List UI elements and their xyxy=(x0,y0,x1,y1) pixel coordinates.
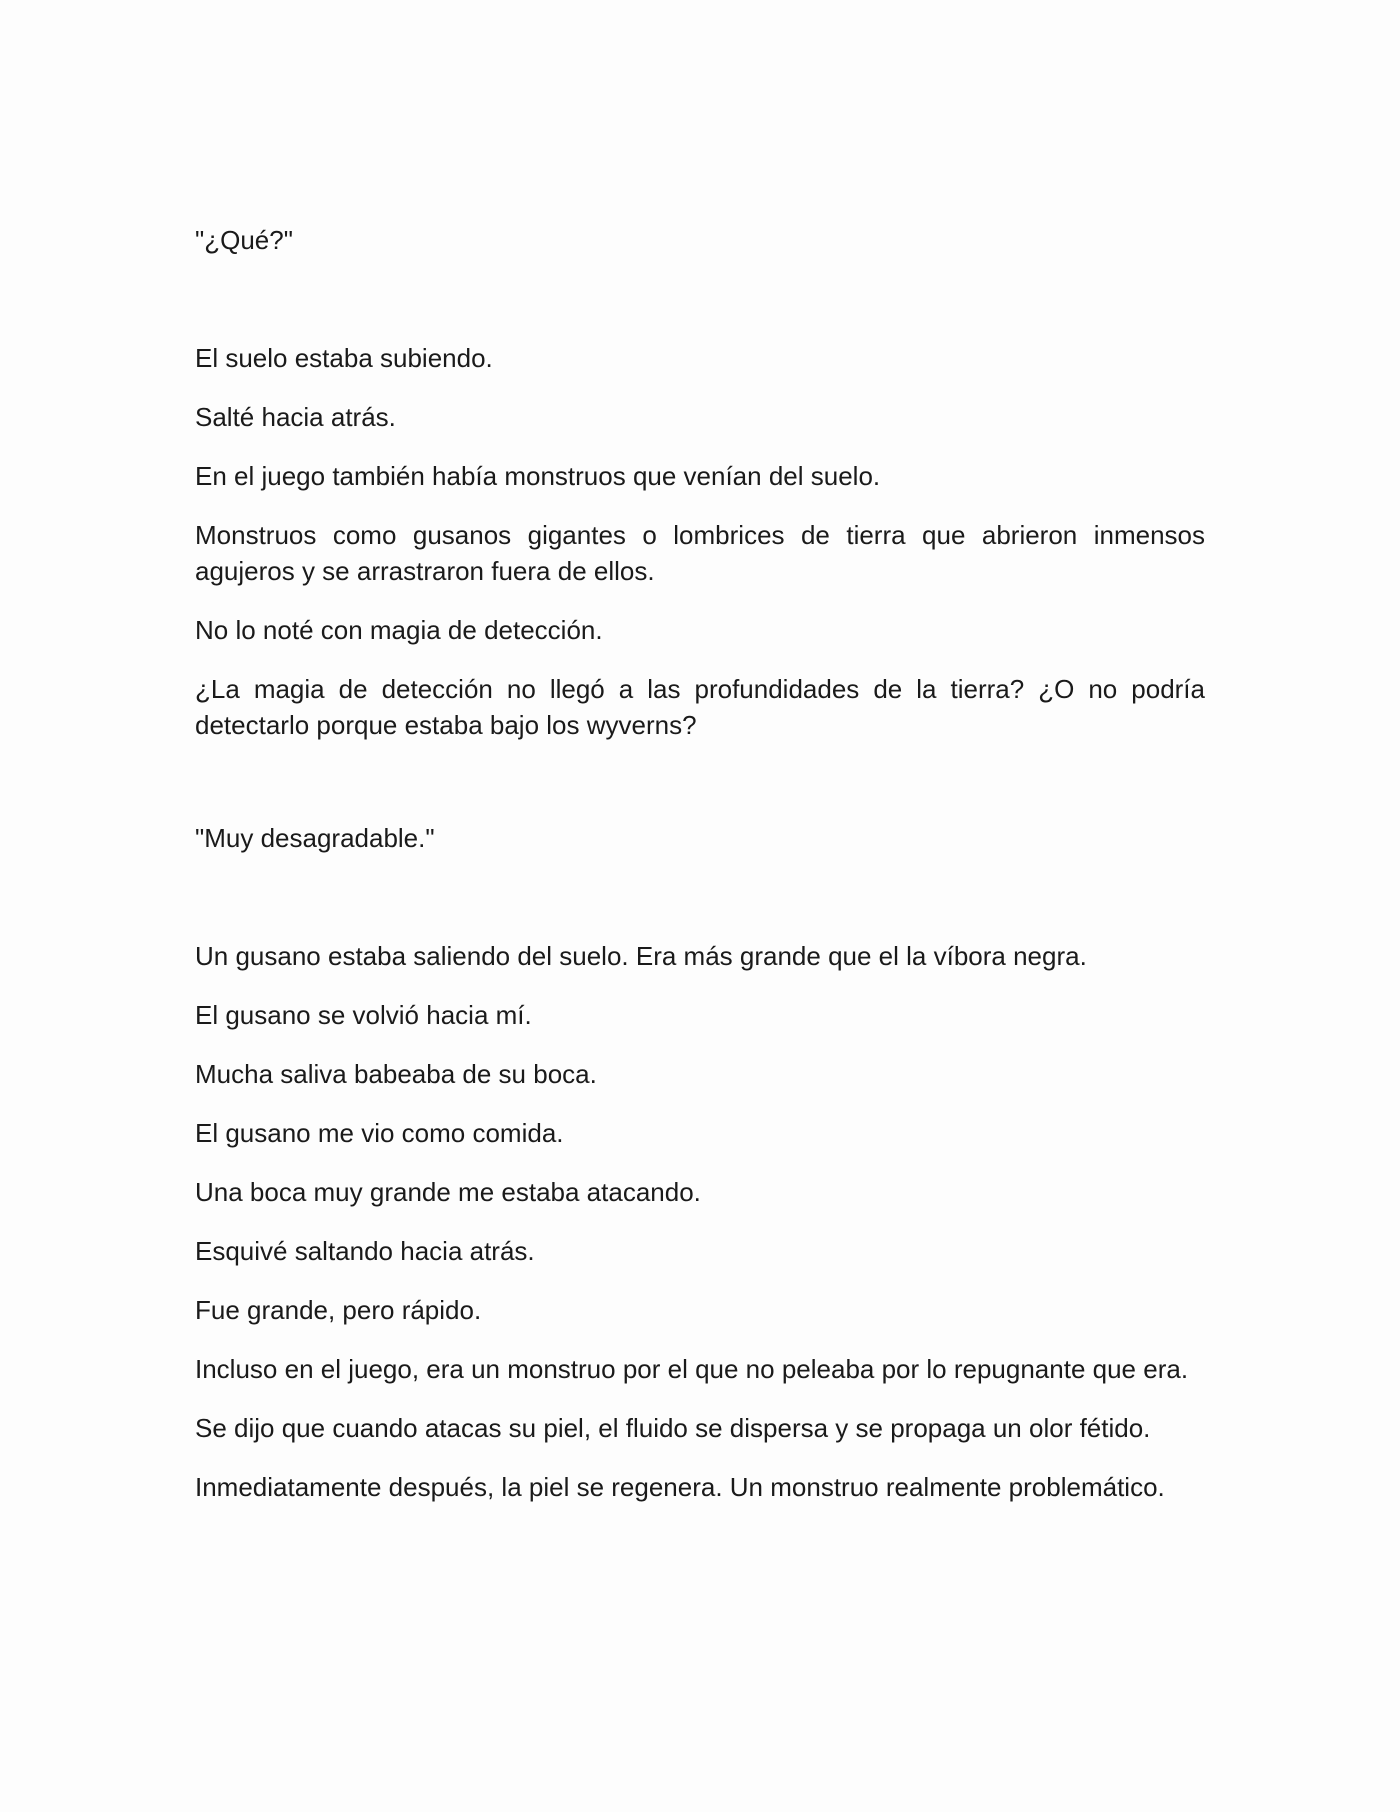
section-spacer xyxy=(195,856,1205,938)
paragraph: Mucha saliva babeaba de su boca. xyxy=(195,1059,597,1089)
dialogue-line: "¿Qué?" xyxy=(195,225,293,255)
paragraph: El gusano me vio como comida. xyxy=(195,1118,564,1148)
dialogue-line: "Muy desagradable." xyxy=(195,823,435,853)
paragraph: No lo noté con magia de detección. xyxy=(195,615,603,645)
paragraph: Salté hacia atrás. xyxy=(195,402,396,432)
paragraph: Un gusano estaba saliendo del suelo. Era más grande que el la víbora negra. xyxy=(195,941,1087,971)
paragraph: El suelo estaba subiendo. xyxy=(195,343,493,373)
paragraph: Monstruos como gusanos gigantes o lombrices de tierra que abrieron inmensos agujeros y se arrastraron fuera de ellos. xyxy=(195,520,1205,586)
paragraph: Inmediatamente después, la piel se regenera. Un monstruo realmente problemático. xyxy=(195,1472,1165,1502)
paragraph: Incluso en el juego, era un monstruo por el que no peleaba por lo repugnante que era. xyxy=(195,1354,1189,1384)
section-spacer xyxy=(195,766,1205,820)
paragraph: Esquivé saltando hacia atrás. xyxy=(195,1236,535,1266)
paragraph: Fue grande, pero rápido. xyxy=(195,1295,482,1325)
paragraph: Se dijo que cuando atacas su piel, el fluido se dispersa y se propaga un olor fétido. xyxy=(195,1413,1151,1443)
paragraph: Una boca muy grande me estaba atacando. xyxy=(195,1177,701,1207)
section-spacer xyxy=(195,258,1205,340)
paragraph: En el juego también había monstruos que venían del suelo. xyxy=(195,461,881,491)
paragraph: El gusano se volvió hacia mí. xyxy=(195,1000,532,1030)
document-page xyxy=(195,222,1205,1528)
paragraph: ¿La magia de detección no llegó a las profundidades de la tierra? ¿O no podría detectarlo porque estaba bajo los wyverns? xyxy=(195,674,1205,740)
